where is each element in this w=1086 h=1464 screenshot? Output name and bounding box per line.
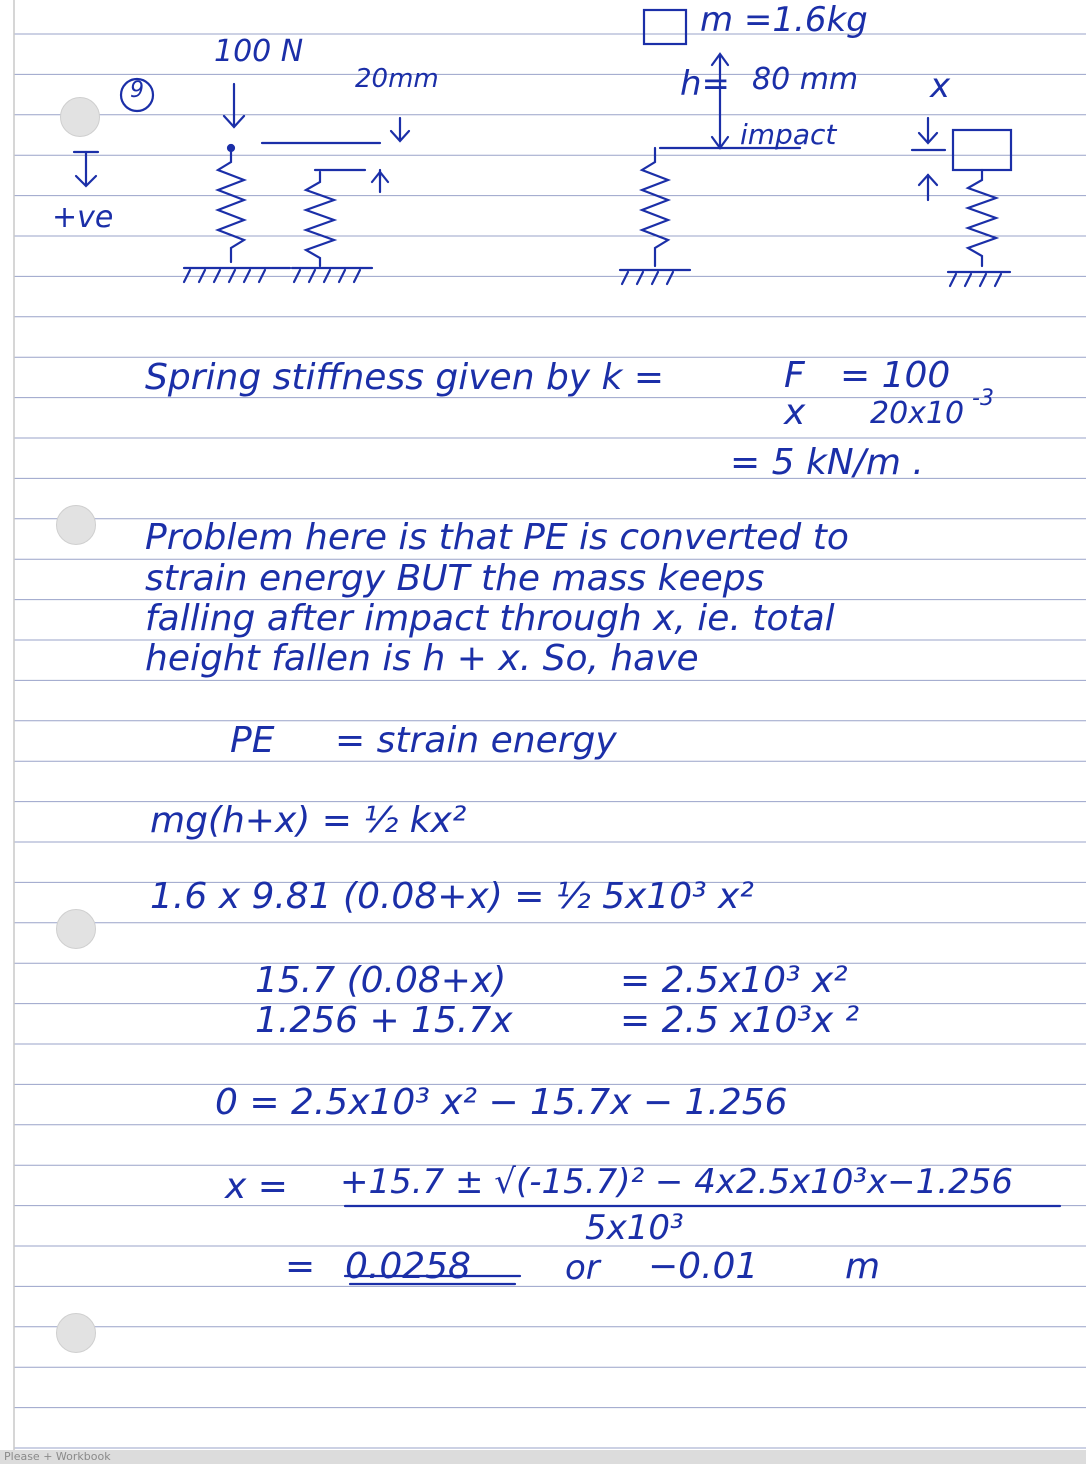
bottom-strip	[0, 1450, 1086, 1464]
eq-strain-energy: = strain energy	[335, 720, 617, 761]
sign-convention-label: +ve	[52, 200, 114, 235]
mass-box-compressed	[953, 130, 1011, 170]
answer-equals: =	[285, 1246, 316, 1287]
frac-denominator-x: x	[784, 392, 806, 433]
eq-x-equals: x =	[225, 1166, 288, 1207]
eq-expanded-right: = 2.5 x10³x ²	[620, 1000, 860, 1041]
force-label: 100 N	[214, 34, 304, 69]
frac-denominator-20e-3: 20x10	[870, 396, 965, 431]
force-arrow-icon	[224, 84, 244, 127]
frac-numerator-F: F	[784, 355, 805, 396]
spring-coil-3	[642, 148, 668, 266]
punch-hole	[56, 909, 96, 949]
footer-label: Please + Workbook	[4, 1450, 111, 1463]
spring-coil-1	[218, 148, 244, 262]
paragraph-line-1: Problem here is that PE is converted to	[145, 517, 849, 558]
stiffness-result: = 5 kN/m .	[730, 442, 924, 483]
down-arrow-icon	[74, 152, 98, 186]
stiffness-text: Spring stiffness given by k =	[145, 357, 665, 398]
eq-quadratic: 0 = 2.5x10³ x² − 15.7x − 1.256	[215, 1082, 788, 1123]
paragraph-line-3: falling after impact through x, ie. total	[145, 598, 835, 639]
eq-quadratic-denominator: 5x10³	[585, 1208, 684, 1248]
answer-or: or	[565, 1248, 600, 1288]
frac-numerator-100: = 100	[840, 355, 951, 396]
paragraph-line-4: height fallen is h + x. So, have	[145, 638, 699, 679]
paragraph-line-2: strain energy BUT the mass keeps	[145, 558, 765, 599]
deflection-label: 20mm	[355, 64, 439, 94]
spring-coil-2	[306, 172, 334, 266]
answer-unit: m	[845, 1246, 881, 1287]
eq-simplified-left: 15.7 (0.08+x)	[255, 960, 507, 1001]
eq-expanded-left: 1.256 + 15.7x	[255, 1000, 513, 1041]
x-label: x	[930, 66, 951, 106]
spring-coil-4	[968, 170, 996, 266]
deflection-arrow-icon	[391, 118, 409, 141]
mass-box	[644, 10, 686, 44]
eq-simplified-right: = 2.5x10³ x²	[620, 960, 848, 1001]
height-label: h=	[680, 64, 731, 104]
punch-hole	[56, 505, 96, 545]
height-value: 80 mm	[752, 62, 859, 97]
answer-root-2: −0.01	[648, 1246, 759, 1287]
exponent-minus-3: -3	[972, 386, 994, 411]
punch-hole	[56, 1313, 96, 1353]
mass-label: m =1.6kg	[700, 0, 868, 40]
spring-diagrams	[0, 0, 1086, 320]
eq-substituted: 1.6 x 9.81 (0.08+x) = ½ 5x10³ x²	[150, 876, 754, 917]
x-arrow-icon	[912, 118, 945, 200]
eq-quadratic-numerator: +15.7 ± √(-15.7)² − 4x2.5x10³x−1.256	[340, 1162, 1013, 1202]
question-number: 9	[130, 78, 144, 103]
eq-pe: PE	[230, 720, 275, 761]
answer-root-1: 0.0258	[345, 1246, 471, 1287]
ground-hatch	[184, 270, 265, 282]
impact-label: impact	[740, 118, 837, 151]
eq-energy-balance: mg(h+x) = ½ kx²	[150, 800, 467, 841]
